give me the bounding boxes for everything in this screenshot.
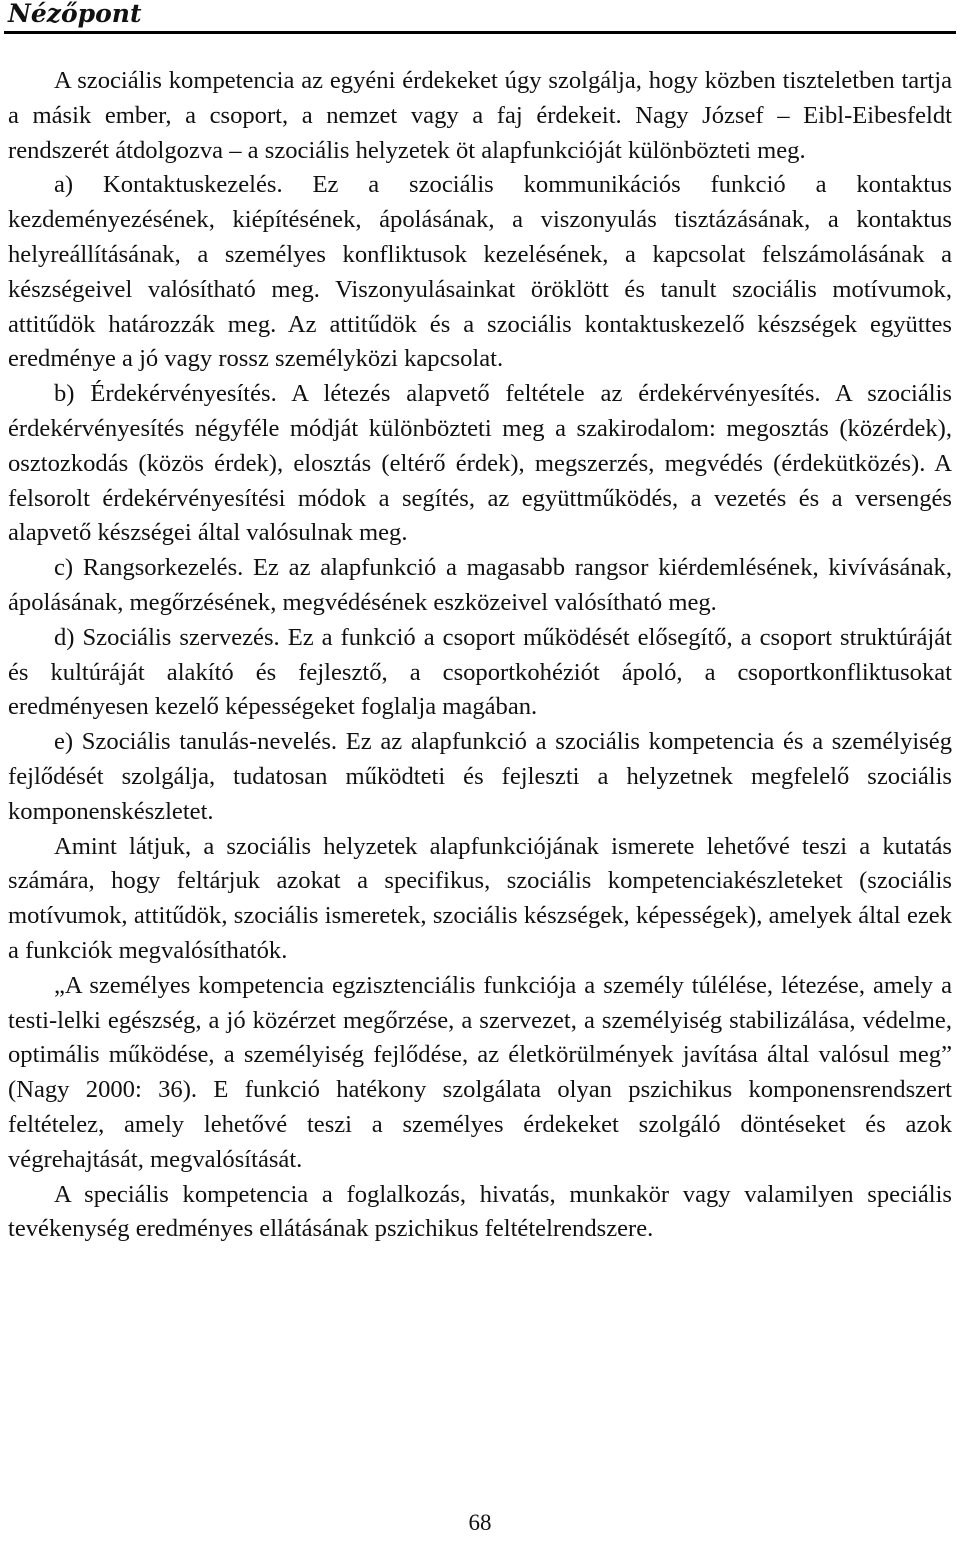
paragraph-personal-competence-quote: „A személyes kompetencia egzisztenciális funkciója a személy túlélése, létezése, amely a testi-lelki egészség, a jó közérzet megőrzése, a szervezet, a személyiség stabilizálása, védelme, optimális működése, a személyiség fejlődése, az életkörülmények javítása által valósul meg” (Nagy 2000: 36). E funkció hatékony szolgálata olyan pszichikus komponensrendszert feltételez, amely lehetővé teszi a személyes érdekeket szolgáló döntéseket és azok végrehajtását, megvalósítását.	[8, 971, 952, 1173]
paragraph-special-competence: A speciális kompetencia a foglalkozás, hivatás, munkakör vagy valamilyen speciális tevékenység eredményes ellátásának pszichikus feltételrendszere.	[8, 1180, 952, 1243]
paragraph-contact-management: a) Kontaktuskezelés. Ez a szociális kommunikációs funkció a kontaktus kezdeményezésének, kiépítésének, ápolásának, a viszonyulás tisztázásának, a kontaktus helyreállításának, a személyes konfliktusok kezelésének, a kapcsolat felszámolásának a készségeivel valósítható meg. Viszonyulásainkat öröklött és tanult szociális motívumok, attitűdök határozzák meg. Az attitűdök és a szociális kontaktuskezelő készségek együttes eredménye a jó vagy rossz személyközi kapcsolat.	[8, 171, 952, 373]
paragraph-social-organization: d) Szociális szervezés. Ez a funkció a csoport működését elősegítő, a csoport struktúráját és kultúráját alakító és fejlesztő, a csoportkohéziót ápoló, a csoportkonfliktusokat eredményesen kezelő képességeket foglalja magában.	[8, 623, 952, 721]
page-header-title: Nézőpont	[8, 0, 142, 28]
article-body	[8, 64, 952, 1247]
paragraph-intro: A szociális kompetencia az egyéni érdekeket úgy szolgálja, hogy közben tiszteletben tartja a másik ember, a csoport, a nemzet vagy a faj érdekeit. Nagy József – Eibl-Eibesfeldt rendszerét átdolgozva – a szociális helyzetek öt alapfunkcióját különbözteti meg.	[8, 67, 952, 164]
page-number: 68	[468, 1510, 492, 1535]
paragraph-summary: Amint látjuk, a szociális helyzetek alapfunkciójának ismerete lehetővé teszi a kutatás számára, hogy feltárjuk azokat a specifikus, szociális kompetenciakészleteket (szociális motívumok, attitűdök, szociális ismeretek, szociális készségek, képességek), amelyek által ezek a funkciók megvalósíthatók.	[8, 832, 952, 964]
paragraph-rank-management: c) Rangsorkezelés. Ez az alapfunkció a magasabb rangsor kiérdemlésének, kivívásának, ápolásának, megőrzésének, megvédésének eszközeivel valósítható meg.	[8, 554, 952, 616]
header-divider	[4, 31, 956, 34]
paragraph-social-learning: e) Szociális tanulás-nevelés. Ez az alapfunkció a szociális kompetencia és a személyiség fejlődését szolgálja, tudatosan működteti és fejleszti a helyzetnek megfelelő szociális komponenskészletet.	[8, 728, 952, 825]
paragraph-interest-enforcement: b) Érdekérvényesítés. A létezés alapvető feltétele az érdekérvényesítés. A szociális érdekérvényesítés négyféle módját különbözteti meg a szakirodalom: megosztás (közérdek), osztozkodás (közös érdek), elosztás (eltérő érdek), megszerzés, megvédés (érdekütközés). A felsorolt érdekérvényesítési módok a segítés, az együttműködés, a vezetés és a versengés alapvető készségei által valósulnak meg.	[8, 380, 952, 547]
